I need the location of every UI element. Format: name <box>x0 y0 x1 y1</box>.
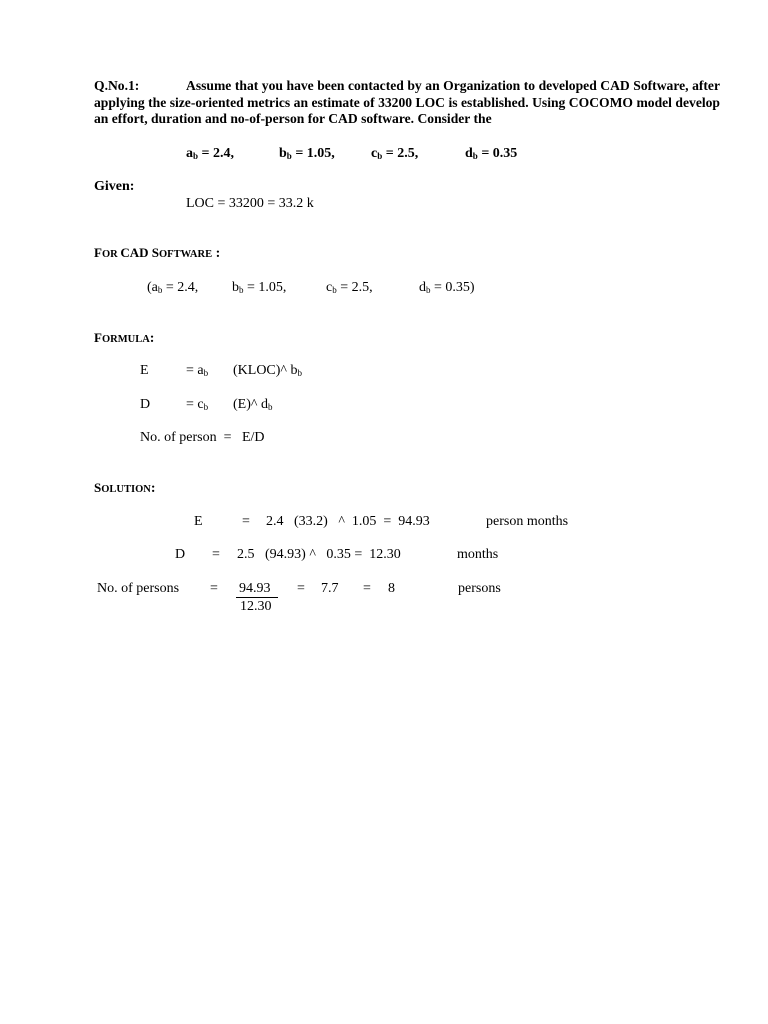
solution-persons-denominator: 12.30 <box>240 599 272 614</box>
question-number: Q.No.1: <box>94 78 140 93</box>
cad-heading: FOR CAD SOFTWARE : <box>94 245 221 261</box>
constant-a: $a_b = 2.4$, <box>186 146 234 161</box>
cad-constant-d: $d_b = 0.35$) <box>419 280 475 295</box>
solution-e-expr: 2.4 (33.2) ^ 1.05 = 94.93 <box>266 514 430 529</box>
formula-persons: No. of person = E/D <box>140 430 265 445</box>
formula-e-var: E <box>140 363 149 378</box>
question-text: Assume that you have been contacted by an Organization to developed CAD Software, after applying the size-oriented metrics an estimate of 33200 LOC is established. Using COCOMO model develop an effort, duration and no-of-person for CAD software. Consider the <box>94 78 720 127</box>
solution-d-expr: 2.5 (94.93) ^ 0.35 = 12.30 <box>237 547 401 562</box>
solution-persons-eq: = <box>210 581 218 596</box>
solution-d-var: D <box>175 547 186 562</box>
question-paragraph <box>94 78 720 128</box>
formula-d-var: D <box>140 397 151 412</box>
formula-e-eq: = $a_b$ <box>186 363 209 378</box>
solution-persons-eq3: = <box>363 581 371 596</box>
solution-persons-eq2: = <box>297 581 305 596</box>
constant-d: $d_b = 0.35$ <box>465 146 518 161</box>
cad-constant-a: ($a_b = 2.4$, <box>147 280 199 295</box>
given-loc: LOC = 33200 = 33.2 k <box>186 196 314 211</box>
solution-d-eq: = <box>212 547 220 562</box>
solution-e-var: E <box>194 514 203 529</box>
constant-b: $b_b = 1.05$, <box>279 146 335 161</box>
formula-d-expr: (E)^ $d_b$ <box>233 397 273 412</box>
solution-heading: SOLUTION: <box>94 480 156 496</box>
cad-constant-b: $b_b = 1.05$, <box>232 280 287 295</box>
formula-heading: FORMULA: <box>94 330 155 346</box>
formula-e-expr: (KLOC)^ $b_b$ <box>233 363 303 378</box>
solution-persons-numerator: 94.93 <box>239 581 271 596</box>
solution-persons-rounded: 8 <box>388 581 395 596</box>
cad-constant-c: $c_b = 2.5$, <box>326 280 373 295</box>
solution-e-eq: = <box>242 514 250 529</box>
solution-d-unit: months <box>457 547 499 562</box>
solution-persons-label: No. of persons <box>97 581 180 596</box>
formula-d-eq: = $c_b$ <box>186 397 209 412</box>
solution-persons-unit: persons <box>458 581 501 596</box>
given-heading: Given: <box>94 179 135 194</box>
fraction-bar <box>236 597 278 598</box>
constant-c: $c_b = 2.5$, <box>371 146 419 161</box>
solution-e-unit: person months <box>486 514 569 529</box>
solution-persons-value: 7.7 <box>321 581 339 596</box>
